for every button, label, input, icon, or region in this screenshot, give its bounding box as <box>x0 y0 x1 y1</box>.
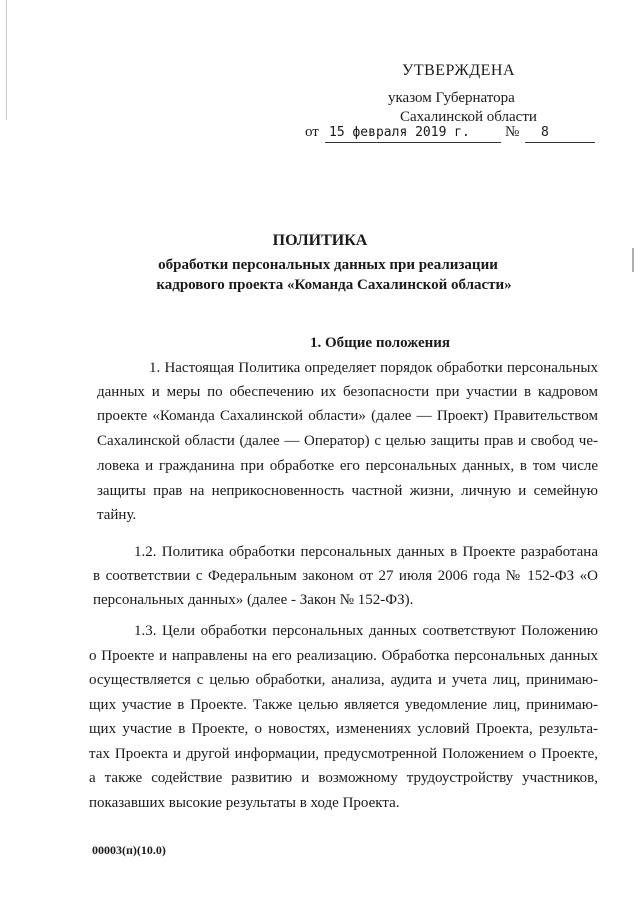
paragraph-line: ловека и гражданина при обработке его персональных данных, в том числе <box>97 458 598 474</box>
document-subtitle-line2: кадрового проекта «Команда Сахалинской области» <box>156 277 512 293</box>
scan-edge-line <box>6 0 7 120</box>
number-prefix: № <box>505 124 520 140</box>
paragraph-line: защиты прав на неприкосновенность частной жизни, личную и семейную <box>97 483 598 499</box>
paragraph-line: проекте «Команда Сахалинской области» (далее — Проект) Правительством <box>97 408 598 424</box>
paragraph-line: Сахалинской области (далее — Оператор) с целью защиты прав и свобод че- <box>97 433 598 449</box>
paragraph-line: а также содействие развитию и возможному трудоустройству участников, <box>89 770 598 786</box>
paragraph-line: 1. Настоящая Политика определяет порядок обработки персональных <box>149 360 598 376</box>
approval-date-row <box>305 124 605 144</box>
paragraph-line: щих участие в Проекте, о новостях, изменениях условий Проекта, результа- <box>89 721 598 737</box>
paragraph-line: персональных данных» (далее - Закон № 152-ФЗ). <box>93 592 414 608</box>
paragraph-line: 1.3. Цели обработки персональных данных соответствуют Положению <box>134 623 598 639</box>
date-prefix: от <box>305 124 319 140</box>
approval-region: Сахалинской области <box>400 109 537 125</box>
approval-stamp-title: УТВЕРЖДЕНА <box>402 62 516 79</box>
paragraph-line: о Проекте и направлены на его реализацию. Обработка персональных данных <box>89 648 598 664</box>
paragraph-line: щих участие в Проекте. Также целью является уведомление лиц, принимаю- <box>89 697 598 713</box>
approval-date: 15 февраля 2019 г. <box>325 124 501 143</box>
paragraph-line: данных и меры по обеспечению их безопасности при участии в кадровом <box>97 384 598 400</box>
approval-decree: указом Губернатора <box>388 90 515 106</box>
section-heading: 1. Общие положения <box>309 335 451 351</box>
document-title: ПОЛИТИКА <box>272 232 368 249</box>
paragraph-line: в соответствии с Федеральным законом от 27 июля 2006 года № 152-ФЗ «О <box>93 568 598 584</box>
document-subtitle-line1: обработки персональных данных при реализации <box>158 257 498 273</box>
paragraph-line: тах Проекта и другой информации, предусмотренной Положением о Проекте, <box>89 746 598 762</box>
paragraph-line: тайну. <box>97 507 137 523</box>
approval-number: 8 <box>525 124 595 143</box>
paragraph-line: осуществляется с целью обработки, анализа, аудита и учета лиц, принимаю- <box>89 672 598 688</box>
paragraph-line: 1.2. Политика обработки персональных данных в Проекте разработана <box>134 544 598 560</box>
document-code: 00003(п)(10.0) <box>92 843 166 857</box>
paragraph-line: показавших высокие результаты в ходе Проекта. <box>89 795 400 811</box>
